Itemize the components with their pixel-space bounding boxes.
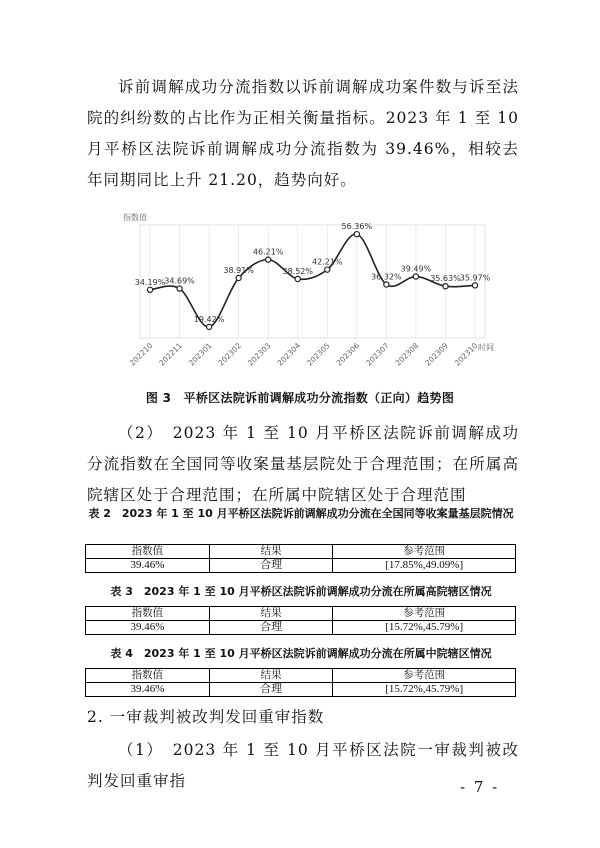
cell-result: 合理 xyxy=(209,559,333,573)
header-range: 参考范围 xyxy=(333,669,516,683)
data-point xyxy=(236,275,241,280)
header-range: 参考范围 xyxy=(333,607,516,621)
page-number: - 7 - xyxy=(460,778,500,796)
figure-caption: 图 3 平桥区法院诉前调解成功分流指数（正向）趋势图 xyxy=(145,391,455,405)
header-range: 参考范围 xyxy=(333,545,516,559)
x-tick-label: 202310 xyxy=(452,341,480,368)
x-tick-label: 202301 xyxy=(186,341,214,368)
data-point xyxy=(413,274,418,279)
table-3-caption: 表 3 2023 年 1 至 10 月平桥区法院诉前调解成功分流在所属高院辖区情况 xyxy=(110,585,492,598)
data-point xyxy=(443,284,448,289)
data-label: 38.52% xyxy=(282,266,313,276)
section-heading-2: 2. 一审裁判被改判发回重审指数 xyxy=(87,708,325,726)
data-label: 34.69% xyxy=(164,276,195,286)
x-tick-label: 202302 xyxy=(216,341,244,368)
x-tick-label: 202305 xyxy=(305,341,332,368)
data-point xyxy=(325,267,330,272)
data-label: 35.97% xyxy=(459,273,491,283)
x-tick-label: 202303 xyxy=(245,341,273,368)
x-tick-label: 202210 xyxy=(127,341,155,368)
intro-paragraph: 诉前调解成功分流指数以诉前调解成功案件数与诉至法院的纠纷数的占比作为正相关衡量指标。2023 年 1 至 10 月平桥区法院诉前调解成功分流指数为 39.46%，相较去年同期同比上升 21.20，趋势向好。 xyxy=(87,78,519,189)
data-label: 42.21% xyxy=(312,257,343,267)
cell-result: 合理 xyxy=(209,683,333,697)
sub-paragraph: （1） 2023 年 1 至 10 月平桥区法院一审裁判被改判发回重审指 xyxy=(87,741,519,790)
data-label: 36.32% xyxy=(371,272,402,282)
data-point xyxy=(354,232,359,237)
data-point xyxy=(147,287,152,292)
data-point xyxy=(384,282,389,287)
table-4-caption: 表 4 2023 年 1 至 10 月平桥区法院诉前调解成功分流在所属中院辖区情况 xyxy=(110,647,492,660)
data-label: 39.49% xyxy=(400,264,432,274)
data-point xyxy=(295,276,300,281)
data-label: 34.19% xyxy=(134,277,166,287)
header-value: 指数值 xyxy=(86,607,210,621)
header-value: 指数值 xyxy=(86,669,210,683)
data-label: 35.63% xyxy=(430,274,461,284)
trend-chart xyxy=(110,205,500,375)
cell-value: 39.46% xyxy=(86,559,210,573)
data-point xyxy=(177,286,182,291)
cell-value: 39.46% xyxy=(86,683,210,697)
table-3 xyxy=(85,606,516,635)
trend-chart-svg xyxy=(110,205,500,375)
y-axis-label: 指数值 xyxy=(123,213,147,222)
table-row xyxy=(86,621,516,635)
data-point xyxy=(206,324,211,329)
x-tick-label: 202309 xyxy=(423,341,450,368)
cell-range: [15.72%,45.79%] xyxy=(333,683,516,697)
cell-range: [15.72%,45.79%] xyxy=(333,621,516,635)
table-row xyxy=(86,559,516,573)
series-line xyxy=(150,234,475,327)
x-tick-label: 202304 xyxy=(275,341,303,368)
x-axis-label: 时间 xyxy=(478,343,494,352)
table-2-caption: 表 2 2023 年 1 至 10 月平桥区法院诉前调解成功分流在全国同等收案量基层院情况 xyxy=(88,507,514,520)
data-label: 46.21% xyxy=(252,247,284,257)
cell-value: 39.46% xyxy=(86,621,210,635)
header-value: 指数值 xyxy=(86,545,210,559)
header-result: 结果 xyxy=(209,669,333,683)
table-header-row xyxy=(86,669,516,683)
header-result: 结果 xyxy=(209,545,333,559)
data-label: 38.91% xyxy=(223,265,254,275)
table-header-row xyxy=(86,607,516,621)
section-paragraph: （2） 2023 年 1 至 10 月平桥区法院诉前调解成功分流指数在全国同等收案量基层院处于合理范围；在所属高院辖区处于合理范围；在所属中院辖区处于合理范围 xyxy=(87,424,519,504)
data-point xyxy=(472,283,477,288)
header-result: 结果 xyxy=(209,607,333,621)
x-tick-label: 202307 xyxy=(364,341,391,368)
cell-range: [17.85%,49.09%] xyxy=(333,559,516,573)
data-label: 19.42% xyxy=(193,314,225,324)
table-4 xyxy=(85,668,516,697)
x-tick-label: 202306 xyxy=(334,341,362,368)
table-row xyxy=(86,683,516,697)
x-tick-label: 202308 xyxy=(393,341,421,368)
cell-result: 合理 xyxy=(209,621,333,635)
table-2 xyxy=(85,544,516,573)
data-label: 56.36% xyxy=(341,222,373,232)
data-point xyxy=(266,257,271,262)
table-header-row xyxy=(86,545,516,559)
x-tick-label: 202211 xyxy=(157,341,184,368)
